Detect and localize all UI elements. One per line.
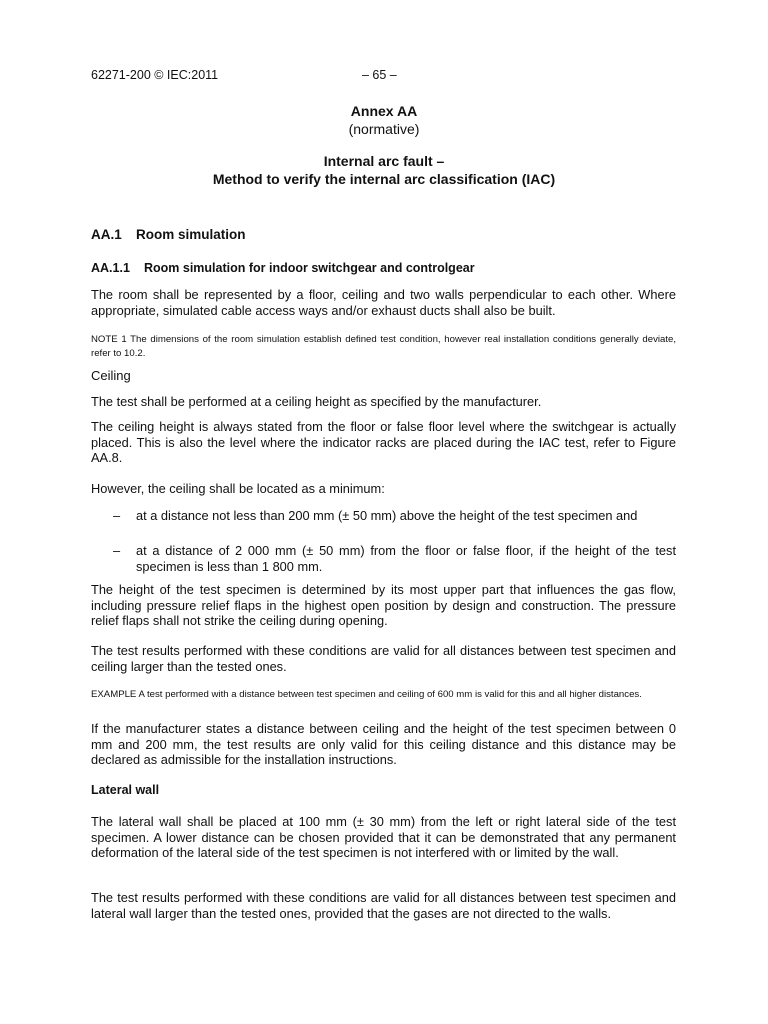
paragraph-ceiling-height-level: The ceiling height is always stated from the floor or false floor level where the switchgear is actually placed. This is also the level where the indicator racks are placed during the IAC test, refer to Figure AA.8. (91, 419, 676, 465)
annex-title: Annex AA (350, 103, 418, 119)
example-note: EXAMPLE A test performed with a distance between test specimen and ceiling of 600 mm is valid for this and all higher distances. (91, 689, 642, 700)
subsection-number: AA.1.1 (91, 261, 130, 275)
paragraph-lateral-wall-placement: The lateral wall shall be placed at 100 mm (± 30 mm) from the left or right lateral side of the test specimen. A lower distance can be chosen provided that it can be demonstrated that any permanent deformation of the lateral side of the test specimen is not interfered with or limited by the wall. (91, 814, 676, 860)
header-page-number: – 65 – (362, 68, 397, 82)
paragraph-ceiling-height-spec: The test shall be performed at a ceiling height as specified by the manufacturer. (91, 394, 542, 409)
subsection-title: Room simulation for indoor switchgear and controlgear (144, 261, 475, 275)
note-1: NOTE 1 The dimensions of the room simulation establish defined test condition, however real installation conditions generally deviate, refer to 10.2. (91, 334, 676, 359)
lateral-wall-heading: Lateral wall (91, 783, 160, 797)
paragraph-manufacturer-distance: If the manufacturer states a distance between ceiling and the height of the test specimen between 0 mm and 200 mm, the test results are only valid for this ceiling distance and this distance may be declared as admissible for the installation instructions. (91, 721, 676, 767)
paragraph-room-representation: The room shall be represented by a floor, ceiling and two walls perpendicular to each other. Where appropriate, simulated cable access ways and/or exhaust ducts shall also be built. (91, 287, 676, 318)
header-standard: 62271-200 © IEC:2011 (91, 68, 219, 82)
paragraph-lateral-wall-validity: The test results performed with these conditions are valid for all distances between test specimen and lateral wall larger than the tested ones, provided that the gases are not directed to the walls. (91, 890, 676, 921)
list-item-text: at a distance of 2 000 mm (± 50 mm) from the floor or false floor, if the height of the test specimen is less than 1 800 mm. (136, 543, 676, 574)
list-item (113, 508, 676, 524)
annex-subtitle: (normative) (348, 121, 420, 137)
paragraph-specimen-height: The height of the test specimen is determined by its most upper part that influences the gas flow, including pressure relief flaps in the highest open position by design and construction. The pressure relief flaps shall not strike the ceiling during opening. (91, 582, 676, 628)
section-title: Room simulation (136, 227, 246, 242)
list-item-text: at a distance not less than 200 mm (± 50 mm) above the height of the test specimen and (136, 508, 638, 523)
document-title-line1: Internal arc fault – (323, 153, 445, 169)
section-number: AA.1 (91, 227, 122, 242)
ceiling-heading: Ceiling (91, 368, 131, 383)
list-dash: – (113, 508, 121, 523)
document-title-line2: Method to verify the internal arc classification (IAC) (212, 171, 556, 187)
list-item (113, 543, 676, 574)
section-heading (91, 227, 246, 242)
paragraph-ceiling-validity: The test results performed with these conditions are valid for all distances between test specimen and ceiling larger than the tested ones. (91, 643, 676, 674)
list-dash: – (113, 543, 121, 558)
paragraph-ceiling-minimum: However, the ceiling shall be located as a minimum: (91, 481, 385, 496)
subsection-heading (91, 261, 475, 275)
